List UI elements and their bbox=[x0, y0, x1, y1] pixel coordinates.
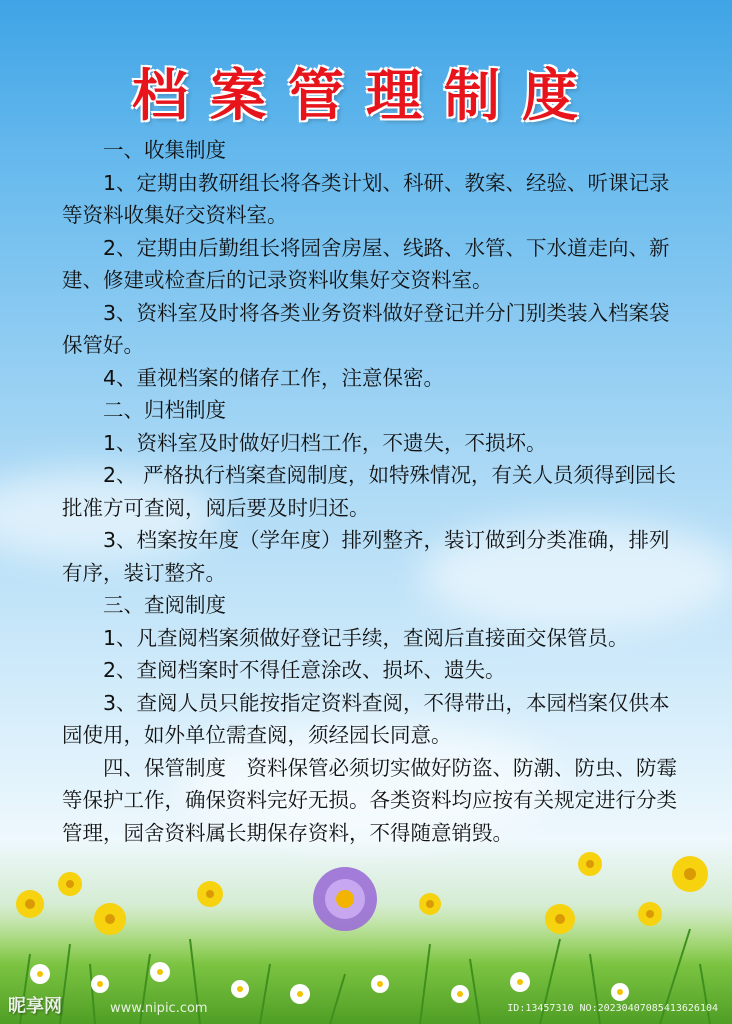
document-body bbox=[62, 134, 682, 849]
watermark-url: www.nipic.com bbox=[110, 1001, 208, 1016]
paragraph: 3、资料室及时将各类业务资料做好登记并分门别类装入档案袋保管好。 bbox=[62, 300, 670, 357]
paragraph: 2、定期由后勤组长将园舍房屋、线路、水管、下水道走向、新建、修建或检查后的记录资料收集好交资料室。 bbox=[62, 235, 670, 292]
paragraph: 2、查阅档案时不得任意涂改、损坏、遗失。 bbox=[103, 658, 506, 682]
page-title: 档案管理制度 bbox=[132, 64, 600, 129]
section-heading: 二、归档制度 bbox=[103, 398, 226, 422]
paragraph: 3、查阅人员只能按指定资料查阅，不得带出，本园档案仅供本园使用，如外单位需查阅，须经园长同意。 bbox=[62, 690, 670, 747]
paragraph: 1、凡查阅档案须做好登记手续，查阅后直接面交保管员。 bbox=[103, 625, 629, 650]
watermark-id: ID:13457310 NO:20230407085413626104 bbox=[507, 1003, 718, 1014]
section-heading: 三、查阅制度 bbox=[103, 593, 226, 617]
paragraph: 4、重视档案的储存工作，注意保密。 bbox=[103, 365, 445, 390]
paragraph: 四、保管制度 资料保管必须切实做好防盗、防潮、防虫、防霉等保护工作，确保资料完好无损。各类资料均应按有关规定进行分类管理，园舍资料属长期保存资料，不得随意销毁。 bbox=[62, 755, 677, 845]
flower-meadow bbox=[0, 844, 732, 1024]
paragraph: 1、定期由教研组长将各类计划、科研、教案、经验、听课记录等资料收集好交资料室。 bbox=[62, 170, 670, 227]
paragraph: 3、档案按年度（学年度）排列整齐，装订做到分类准确，排列有序，装订整齐。 bbox=[62, 528, 670, 585]
watermark-logo: 昵享网 bbox=[8, 996, 62, 1017]
paragraph: 2、 严格执行档案查阅制度，如特殊情况，有关人员须得到园长批准方可查阅，阅后要及时归还。 bbox=[62, 463, 677, 520]
section-heading: 一、收集制度 bbox=[103, 138, 226, 162]
paragraph: 1、资料室及时做好归档工作，不遗失，不损坏。 bbox=[103, 430, 547, 455]
